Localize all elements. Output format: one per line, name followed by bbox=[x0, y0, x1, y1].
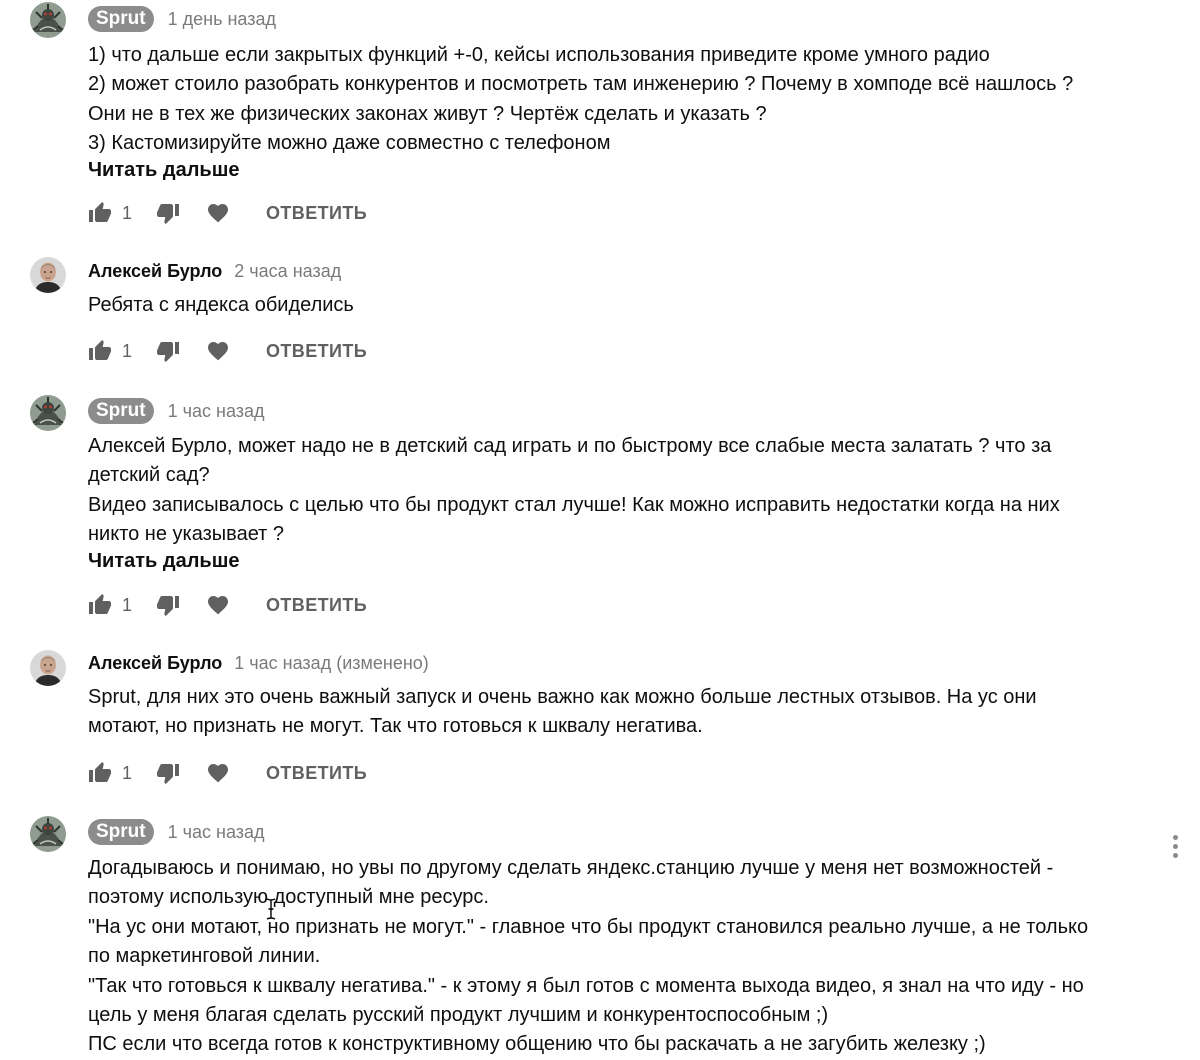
thumb-up-icon[interactable] bbox=[88, 339, 112, 363]
comment-line: Ребята с яндекса обиделись bbox=[88, 294, 354, 316]
comment-line: Они не в тех же физических законах живут ? Чертёж сделать и указать ? bbox=[88, 102, 767, 125]
comment-line: Sprut, для них это очень важный запуск и очень важно как можно больше лестных отзывов. На ус они bbox=[88, 686, 1037, 708]
comment-actions bbox=[88, 337, 367, 365]
comment-line: цель у меня благая сделать русский продукт лучшим и конкурентоспособным ;) bbox=[88, 1004, 829, 1027]
comment-header bbox=[88, 396, 265, 426]
comment-line: "На ус они мотают, но признать не могут." - главное что бы продукт становился реально лучше, а не только bbox=[88, 915, 1089, 938]
comment-line: детский сад? bbox=[88, 464, 210, 487]
comment-body bbox=[88, 432, 1148, 550]
comment-body bbox=[88, 854, 1148, 1060]
comment-line: поэтому использую доступный мне ресурс. bbox=[88, 886, 489, 909]
comment-header bbox=[88, 4, 276, 34]
like-count: 1 bbox=[122, 594, 133, 615]
thumb-down-icon[interactable] bbox=[156, 201, 180, 225]
text-cursor-icon bbox=[265, 898, 277, 920]
comment-line: Алексей Бурло, может надо не в детский сад играть и по быстрому все слабые места залатать ? что за bbox=[88, 435, 1052, 457]
heart-icon[interactable] bbox=[206, 761, 230, 785]
author-name[interactable]: Алексей Бурло bbox=[88, 260, 223, 281]
author-badge[interactable]: Sprut bbox=[88, 819, 154, 845]
author-badge[interactable]: Sprut bbox=[88, 398, 154, 424]
reply-button[interactable]: ОТВЕТИТЬ bbox=[266, 594, 368, 615]
more-options-icon[interactable] bbox=[1166, 835, 1184, 861]
comment-time[interactable]: 1 день назад bbox=[167, 8, 276, 29]
like-count: 1 bbox=[122, 340, 133, 361]
comment-header bbox=[88, 256, 341, 286]
avatar[interactable] bbox=[30, 395, 66, 431]
comment-time[interactable]: 1 час назад bbox=[167, 400, 265, 421]
heart-icon[interactable] bbox=[206, 201, 230, 225]
heart-icon[interactable] bbox=[206, 339, 230, 363]
comment-line: "Так что готовься к шквалу негатива." - к этому я был готов с момента выхода видео, я знал на что иду - но bbox=[88, 974, 1084, 997]
comment-time[interactable]: 1 час назад (изменено) bbox=[234, 652, 429, 673]
reply-button[interactable]: ОТВЕТИТЬ bbox=[266, 340, 368, 361]
heart-icon[interactable] bbox=[206, 593, 230, 617]
comment-body bbox=[88, 683, 1148, 742]
thumb-up-icon[interactable] bbox=[88, 201, 112, 225]
comment-header bbox=[88, 817, 265, 847]
avatar[interactable] bbox=[30, 816, 66, 852]
read-more-link[interactable]: Читать дальше bbox=[88, 550, 240, 572]
thumb-up-icon[interactable] bbox=[88, 761, 112, 785]
comment-line: 2) может стоило разобрать конкурентов и посмотреть там инженерию ? Почему в хомподе всё нашлось ? bbox=[88, 73, 1074, 96]
thumb-down-icon[interactable] bbox=[156, 593, 180, 617]
like-count: 1 bbox=[122, 762, 133, 783]
comment-line: Догадываюсь и понимаю, но увы по другому сделать яндекс.станцию лучше у меня нет возможностей - bbox=[88, 857, 1054, 879]
sprut-avatar-image bbox=[30, 2, 66, 38]
comment-line: никто не указывает ? bbox=[88, 523, 284, 546]
comment-line: ПС если что всегда готов к конструктивному общению что бы раскачать а не загубить железку ;) bbox=[88, 1033, 986, 1056]
sprut-avatar-image bbox=[30, 816, 66, 852]
thumb-down-icon[interactable] bbox=[156, 339, 180, 363]
comment-body bbox=[88, 41, 1148, 159]
author-badge[interactable]: Sprut bbox=[88, 6, 154, 32]
avatar[interactable] bbox=[30, 650, 66, 686]
comment-line: по маркетинговой линии. bbox=[88, 945, 321, 968]
person-avatar-image bbox=[30, 257, 66, 293]
comment-actions bbox=[88, 759, 367, 787]
author-name[interactable]: Алексей Бурло bbox=[88, 652, 223, 673]
comment-header bbox=[88, 648, 429, 678]
comment-line: Видео записывалось с целью что бы продукт стал лучше! Как можно исправить недостатки когда на них bbox=[88, 493, 1060, 516]
comment-line: 1) что дальше если закрытых функций +-0, кейсы использования приведите кроме умного радио bbox=[88, 44, 990, 66]
comment-line: мотают, но признать не могут. Так что готовься к шквалу негатива. bbox=[88, 715, 703, 738]
comment-actions bbox=[88, 591, 367, 619]
reply-button[interactable]: ОТВЕТИТЬ bbox=[266, 762, 368, 783]
thumb-down-icon[interactable] bbox=[156, 761, 180, 785]
person-avatar-image bbox=[30, 650, 66, 686]
avatar[interactable] bbox=[30, 2, 66, 38]
read-more-link[interactable]: Читать дальше bbox=[88, 159, 240, 181]
like-count: 1 bbox=[122, 202, 133, 223]
reply-button[interactable]: ОТВЕТИТЬ bbox=[266, 202, 368, 223]
comment-time[interactable]: 1 час назад bbox=[167, 821, 265, 842]
sprut-avatar-image bbox=[30, 395, 66, 431]
comment-time[interactable]: 2 часа назад bbox=[234, 260, 342, 281]
avatar[interactable] bbox=[30, 257, 66, 293]
thumb-up-icon[interactable] bbox=[88, 593, 112, 617]
comment-line: 3) Кастомизируйте можно даже совместно с телефоном bbox=[88, 132, 611, 155]
comment-body bbox=[88, 291, 1148, 320]
comment-actions bbox=[88, 199, 367, 227]
